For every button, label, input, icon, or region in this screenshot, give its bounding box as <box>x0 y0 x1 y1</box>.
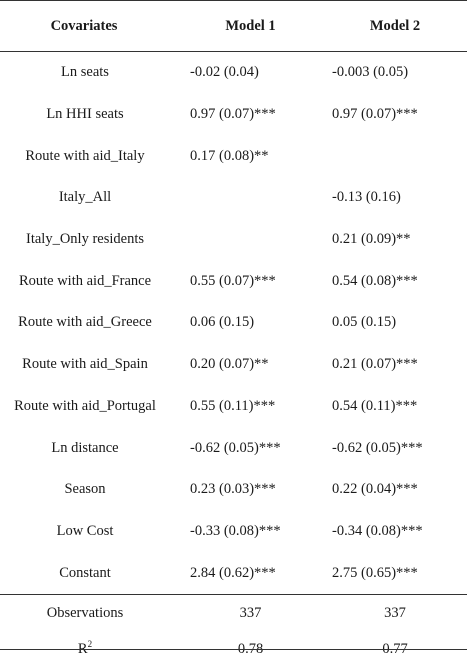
covariate-label: Season <box>64 481 106 498</box>
table-row <box>0 344 467 386</box>
covariate-label: Route with aid_Portugal <box>14 397 156 414</box>
header-covariates: Covariates <box>0 1 178 52</box>
covariate-label: Low Cost <box>56 522 114 539</box>
model-2-value: 0.05 (0.15) <box>332 314 397 331</box>
model-2-stat: 337 <box>323 594 467 633</box>
model-1-value: -0.33 (0.08)*** <box>190 522 281 539</box>
table-row <box>0 177 467 219</box>
model-1-value: 0.06 (0.15) <box>190 314 255 331</box>
header-model-2: Model 2 <box>323 1 467 52</box>
model-2-stat: 0.77 <box>382 640 408 657</box>
covariate-label: Route with aid_Italy <box>25 147 145 164</box>
model-1-stat: 337 <box>178 594 323 633</box>
table-row <box>0 52 467 94</box>
bottom-rule <box>0 649 467 650</box>
stats-row-observations <box>0 594 467 633</box>
table-row <box>0 260 467 302</box>
model-1-value: 0.20 (0.07)** <box>190 356 269 373</box>
table-row <box>0 427 467 469</box>
model-2-value: -0.13 (0.16) <box>332 189 401 206</box>
model-1-value: 0.97 (0.07)*** <box>190 106 276 123</box>
header-model-1: Model 1 <box>178 1 323 52</box>
model-1-value <box>178 177 323 219</box>
model-2-value: -0.003 (0.05) <box>332 64 409 81</box>
model-2-value: 0.97 (0.07)*** <box>332 106 418 123</box>
model-1-value: 2.84 (0.62)*** <box>190 564 276 581</box>
model-2-value: 0.54 (0.11)*** <box>332 397 418 414</box>
table-row <box>0 302 467 344</box>
covariate-label: Route with aid_Greece <box>18 314 152 331</box>
table-row <box>0 469 467 511</box>
stat-label: Observations <box>0 594 178 633</box>
covariate-label: Ln seats <box>61 64 109 81</box>
covariate-label: Route with aid_Spain <box>22 356 148 373</box>
model-2-value: -0.34 (0.08)*** <box>332 522 423 539</box>
stat-label-text: R <box>77 640 88 657</box>
covariate-label: Italy_Only residents <box>26 231 144 248</box>
model-2-value: 0.21 (0.07)*** <box>332 356 418 373</box>
model-1-value: 0.23 (0.03)*** <box>190 481 276 498</box>
covariate-label: Ln distance <box>51 439 119 456</box>
model-1-value: -0.62 (0.05)*** <box>190 439 281 456</box>
model-2-value <box>323 135 467 177</box>
model-1-stat: 0.78 <box>237 640 264 657</box>
covariate-label: Italy_All <box>58 189 112 206</box>
covariate-label: Ln HHI seats <box>46 106 124 123</box>
header-row <box>0 1 467 52</box>
table-row <box>0 552 467 594</box>
model-1-value <box>178 219 323 261</box>
table-row <box>0 386 467 428</box>
model-1-value: -0.02 (0.04) <box>190 64 259 81</box>
model-1-value: 0.55 (0.07)*** <box>190 272 276 289</box>
model-2-value: 2.75 (0.65)*** <box>332 564 418 581</box>
model-1-value: 0.17 (0.08)** <box>190 147 269 164</box>
model-2-value: -0.62 (0.05)*** <box>332 439 423 456</box>
model-2-value: 0.22 (0.04)*** <box>332 481 418 498</box>
table-row <box>0 219 467 261</box>
table-row <box>0 135 467 177</box>
covariate-label: Route with aid_France <box>18 272 152 289</box>
model-1-value: 0.55 (0.11)*** <box>190 397 276 414</box>
table-row <box>0 511 467 553</box>
stat-label-superscript: 2 <box>87 639 93 650</box>
model-2-value: 0.54 (0.08)*** <box>332 272 418 289</box>
table-row <box>0 94 467 136</box>
covariate-label: Constant <box>59 564 111 581</box>
model-2-value: 0.21 (0.09)** <box>332 231 411 248</box>
